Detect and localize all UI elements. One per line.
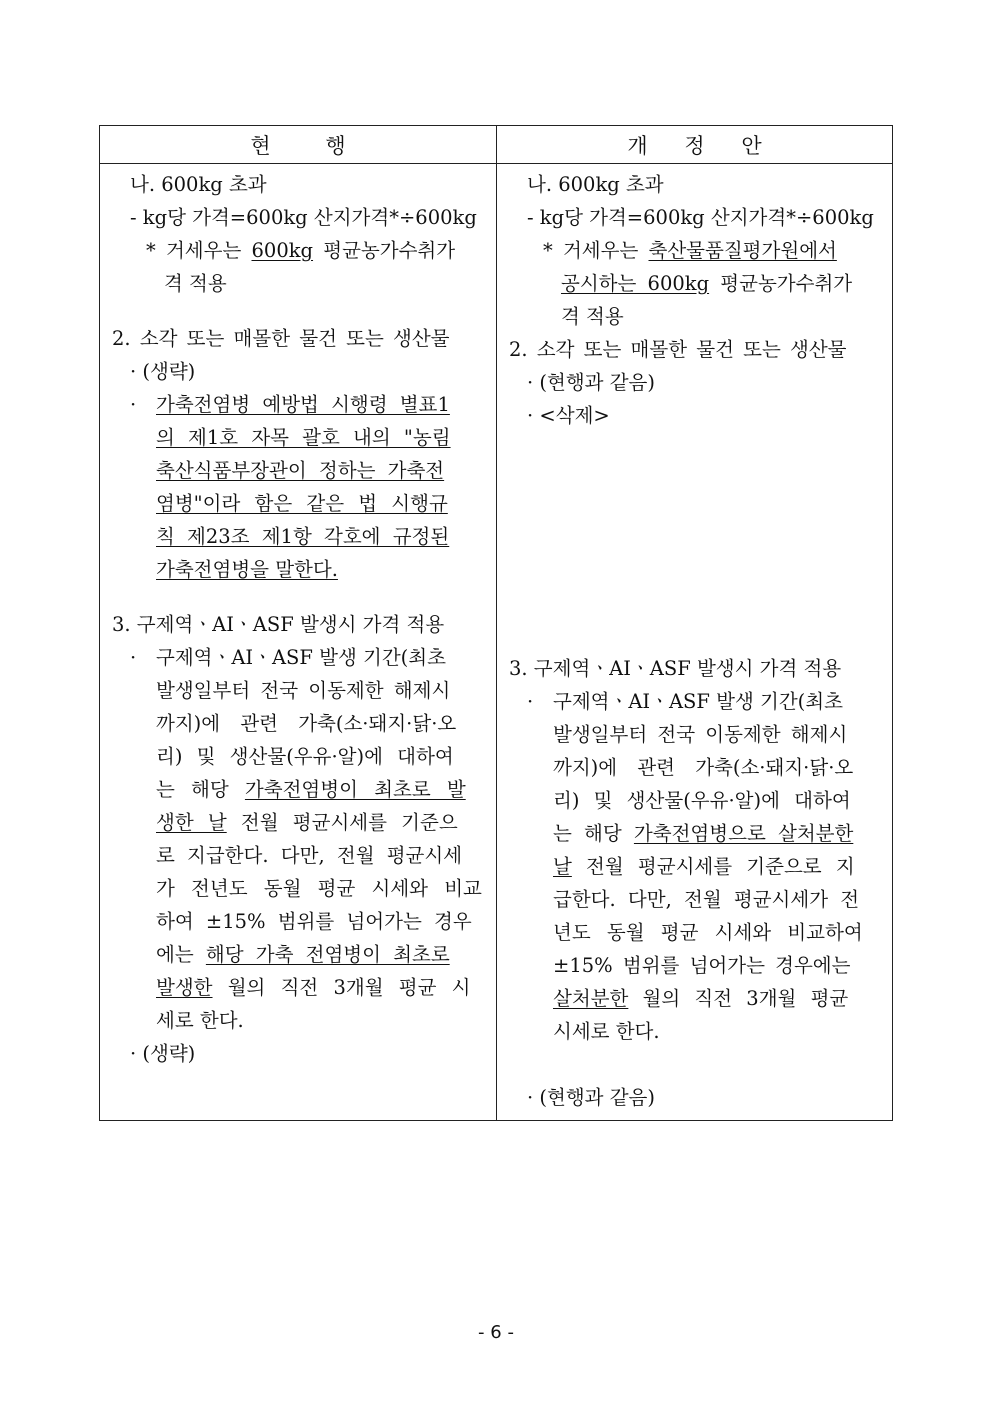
left-s2-bullet2	[106, 388, 490, 421]
right-s2-bullet2: · <삭제>	[527, 404, 610, 427]
left-s1-line: - kg당 가격=600kg 산지가격*÷600kg	[130, 206, 477, 229]
right-s3-title: 3. 구제역ㆍAIㆍASF 발생시 가격 적용	[509, 657, 842, 680]
left-s2-b2-l1: 가축전염병 예방법 시행령 별표1	[156, 393, 450, 416]
left-s3-l6: 생한 날 전월 평균시세를 기준으	[156, 811, 458, 834]
right-s3-l7: 급한다. 다만, 전월 평균시세가 전	[553, 888, 860, 911]
left-s1-note	[106, 234, 490, 267]
left-s2-b2-l4: 염병"이라 함은 같은 법 시행규	[156, 492, 448, 515]
left-s3-l8: 가 전년도 동월 평균 시세와 비교	[156, 877, 482, 900]
table-body-row	[100, 164, 893, 1121]
left-s1-note-part2: 평균농가수취가	[313, 239, 456, 262]
revised-column	[497, 164, 893, 1121]
left-s2-b2-l5: 칙 제23조 제1항 각호에 규정된	[156, 525, 450, 548]
left-s3-l12: 세로 한다.	[156, 1009, 244, 1032]
left-s3-l3: 까지)에 관련 가축(소·돼지·닭·오	[156, 712, 457, 735]
right-s3-l8: 년도 동월 평균 시세와 비교하여	[553, 921, 863, 944]
header-revised: 개 정 안	[497, 126, 893, 164]
left-s3-l9: 하여 ±15% 범위를 넘어가는 경우	[156, 910, 472, 933]
right-s3-l9: ±15% 범위를 넘어가는 경우에는	[553, 954, 851, 977]
right-s3-l11: 시세로 한다.	[553, 1020, 660, 1043]
left-s3-l5: 는 해당 가축전염병이 최초로 발	[156, 778, 466, 801]
left-s2-b2-l6: 가축전염병을 말한다.	[156, 558, 338, 581]
left-s1-note-cont: 격 적용	[164, 272, 227, 295]
right-s3-l3: 까지)에 관련 가축(소·돼지·닭·오	[553, 756, 854, 779]
right-s1-note-l3: 격 적용	[561, 305, 624, 328]
current-column	[100, 164, 497, 1121]
right-s1-note-l2: 공시하는 600kg 평균농가수취가	[561, 272, 853, 295]
left-s3-l4: 리) 및 생산물(우유·알)에 대하여	[156, 745, 454, 768]
left-s3-l10: 에는 해당 가축 전염병이 최초로	[156, 943, 450, 966]
left-s2-title: 2. 소각 또는 매몰한 물건 또는 생산물	[112, 327, 450, 350]
left-s3-bullet-mark: ·	[130, 646, 137, 669]
header-current: 현 행	[100, 126, 497, 164]
right-s1-note: * 거세우는 축산물품질평가원에서	[543, 239, 837, 262]
right-s3-l1: · 구제역ㆍAIㆍASF 발생 기간(최초	[503, 685, 886, 718]
right-s3-bullet2: · (현행과 같음)	[527, 1086, 655, 1109]
left-s3-l11: 발생한 월의 직전 3개월 평균 시	[156, 976, 471, 999]
left-s3-l7: 로 지급한다. 다만, 전월 평균시세	[156, 844, 463, 867]
right-s2-bullet1: · (현행과 같음)	[527, 371, 655, 394]
left-s1-note-part1: * 거세우는	[146, 239, 252, 262]
right-s3-bullet-mark: ·	[527, 690, 534, 713]
left-s2-b2-l3: 축산식품부장관이 정하는 가축전	[156, 459, 445, 482]
left-s3-l1: · 구제역ㆍAIㆍASF 발생 기간(최초	[106, 641, 490, 674]
left-s3-bullet2: · (생략)	[130, 1042, 196, 1065]
right-s3-l6: 날 전월 평균시세를 기준으로 지	[553, 855, 855, 878]
left-s1-title: 나. 600kg 초과	[130, 173, 267, 196]
left-s1-note-underlined: 600kg	[251, 239, 314, 262]
right-s3-l5: 는 해당 가축전염병으로 살처분한	[553, 822, 854, 845]
table-header-row	[100, 126, 893, 164]
right-s3-l2: 발생일부터 전국 이동제한 해제시	[553, 723, 848, 746]
right-s3-l10: 살처분한 월의 직전 3개월 평균	[553, 987, 849, 1010]
right-s1-line: - kg당 가격=600kg 산지가격*÷600kg	[527, 206, 874, 229]
left-s3-title: 3. 구제역ㆍAIㆍASF 발생시 가격 적용	[112, 613, 445, 636]
left-s2-bullet2-mark: ·	[130, 393, 137, 416]
right-s3-l4: 리) 및 생산물(우유·알)에 대하여	[553, 789, 851, 812]
right-s1-title: 나. 600kg 초과	[527, 173, 664, 196]
left-s3-l2: 발생일부터 전국 이동제한 해제시	[156, 679, 451, 702]
right-s2-title: 2. 소각 또는 매몰한 물건 또는 생산물	[509, 338, 847, 361]
page-number: - 6 -	[478, 1322, 514, 1343]
left-s2-b2-l2: 의 제1호 자목 괄호 내의 "농림	[156, 426, 451, 449]
comparison-table	[99, 125, 893, 1121]
left-s2-bullet1: · (생략)	[130, 360, 196, 383]
